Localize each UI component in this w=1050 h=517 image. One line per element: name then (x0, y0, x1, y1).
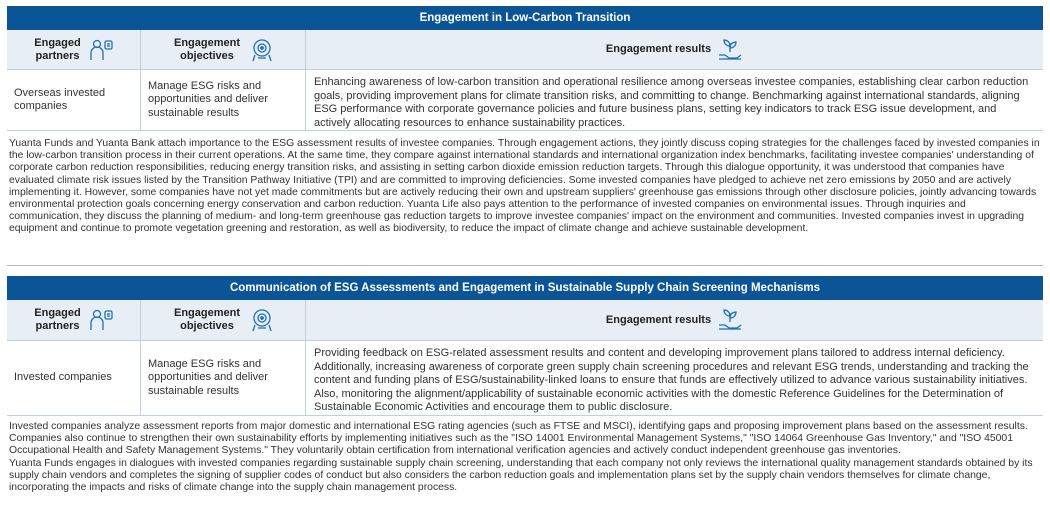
cell-partners: Overseas invested companies (7, 70, 141, 130)
table-header (7, 30, 1043, 69)
header-objectives (141, 30, 306, 69)
header-results (306, 30, 1043, 69)
table-header (7, 300, 1043, 340)
target-brain-icon (249, 307, 275, 333)
sprout-hand-icon (717, 308, 743, 332)
cell-results: Enhancing awareness of low-carbon transition and operational resilience among overseas investee companies, establishing clear carbon reduction goals, providing improvement plans for climate transition risks, and committing to change. Benchmarking against international standards, aligning ESG performance with corporate governance policies and future business plans, setting key indicators to track ESG issue development, and actively allocating resources to enhance sustainability practices. (314, 76, 1029, 129)
cell-partners: Invested companies (7, 341, 141, 415)
header-partners-label: Engaged partners (34, 307, 81, 332)
divider (7, 265, 1043, 266)
section-low-carbon (7, 6, 1043, 236)
people-chat-icon (88, 308, 114, 332)
header-objectives-label: Engagement objectives (173, 36, 240, 62)
paragraph-supply-chain-funds: Yuanta Funds engages in dialogues with invested companies regarding sustainable supply chain screening, understanding that each company not only reviews the international quality management standards obtained by its supply chain vendors and completes the signing of supplier codes of conduct but also considers the carbon reduction goals and implementation plans set by the supply chain vendors themselves for climate change, incorporating the impacts and risks of climate change into the supply chain management process. (9, 457, 1033, 494)
header-partners (7, 30, 141, 69)
people-chat-icon (88, 38, 114, 62)
paragraph-supply-chain: Invested companies analyze assessment reports from major domestic and international ESG rating agencies (such as FTSE and MSCI), identifying gaps and proposing improvement plans based on the assessment results. Companies also continue to strengthen their own sustainability efforts by implementing initiatives such as the "ISO 14001 Environmental Management Systems," "ISO 14064 Greenhouse Gas Inventory," and "ISO 45001 Occupational Health and Safety Management Systems." They voluntarily obtain certification from international verification agencies and actively conduct independent greenhouse gas inventories. (7, 415, 1043, 458)
cell-results: Providing feedback on ESG-related assessment results and content and developing improvement plans tailored to address internal deficiency. Additionally, increasing awareness of corporate green supply chain screening procedures and relevant ESG trends, understanding and tracking the content and funding plans of ESG/sustainability-linked loans to ensure that funds are effectively utilized to advance various sustainability initiatives. Also, monitoring the alignment/applicability of sustainable economic activities with the domestic Reference Guidelines for the Determination of Sustainable Economic Activities and encourage them to public disclosure. (314, 347, 1029, 413)
table-row (7, 340, 1043, 415)
section-title: Communication of ESG Assessments and Engagement in Sustainable Supply Chain Screening Mechanisms (7, 276, 1043, 300)
target-brain-icon (249, 37, 275, 63)
section-supply-chain (7, 276, 1043, 494)
cell-objectives: Manage ESG risks and opportunities and deliver sustainable results (141, 70, 306, 130)
header-partners (7, 300, 141, 340)
table-row (7, 69, 1043, 130)
header-results-label: Engagement results (605, 313, 712, 326)
header-results-label: Engagement results (605, 43, 712, 55)
sprout-hand-icon (717, 38, 743, 62)
section-title: Engagement in Low-Carbon Transition (7, 6, 1043, 30)
header-objectives (141, 300, 306, 340)
header-results (306, 300, 1043, 340)
header-objectives-label: Engagement objectives (173, 307, 240, 332)
cell-objectives: Manage ESG risks and opportunities and deliver sustainable results (141, 341, 306, 415)
paragraph-low-carbon: Yuanta Funds and Yuanta Bank attach importance to the ESG assessment results of investee companies. Through engagement actions, they jointly discuss coping strategies for the challenges faced by invested companies in the low-carbon transition process in their current operations. At the same time, they compare against international standards and international organization index benchmarks, facilitating investee companies' understanding of corporate carbon reduction responsibilities, reducing energy transition risks, and assisting in setting carbon dioxide emission reduction targets. Through this dialogue opportunity, it was understood that companies have evaluated climate risk issues listed by the Transition Pathway Initiative (TPI) and are committed to improving deficiencies. Some invested companies have pledged to achieve net zero emissions by 2050 and are actively implementing it. However, some companies have not yet made commitments but are actively reducing their own and upstream suppliers' greenhouse gas emissions through other disclosure policies, jointly advancing towards environmental protection goals concerning energy conservation and carbon reduction. Yuanta Life also pays attention to the performance of invested companies on environmental issues. Through inquiries and communication, they discuss the planning of medium- and long-term greenhouse gas reduction targets to improve investee companies' impact on the environment and communities. Invested companies invest in upgrading equipment and continue to promote vegetation greening and restoration, as well as biodiversity, to reduce the impact of climate change and achieve sustainable development. (7, 130, 1043, 236)
header-partners-label: Engaged partners (34, 36, 81, 62)
